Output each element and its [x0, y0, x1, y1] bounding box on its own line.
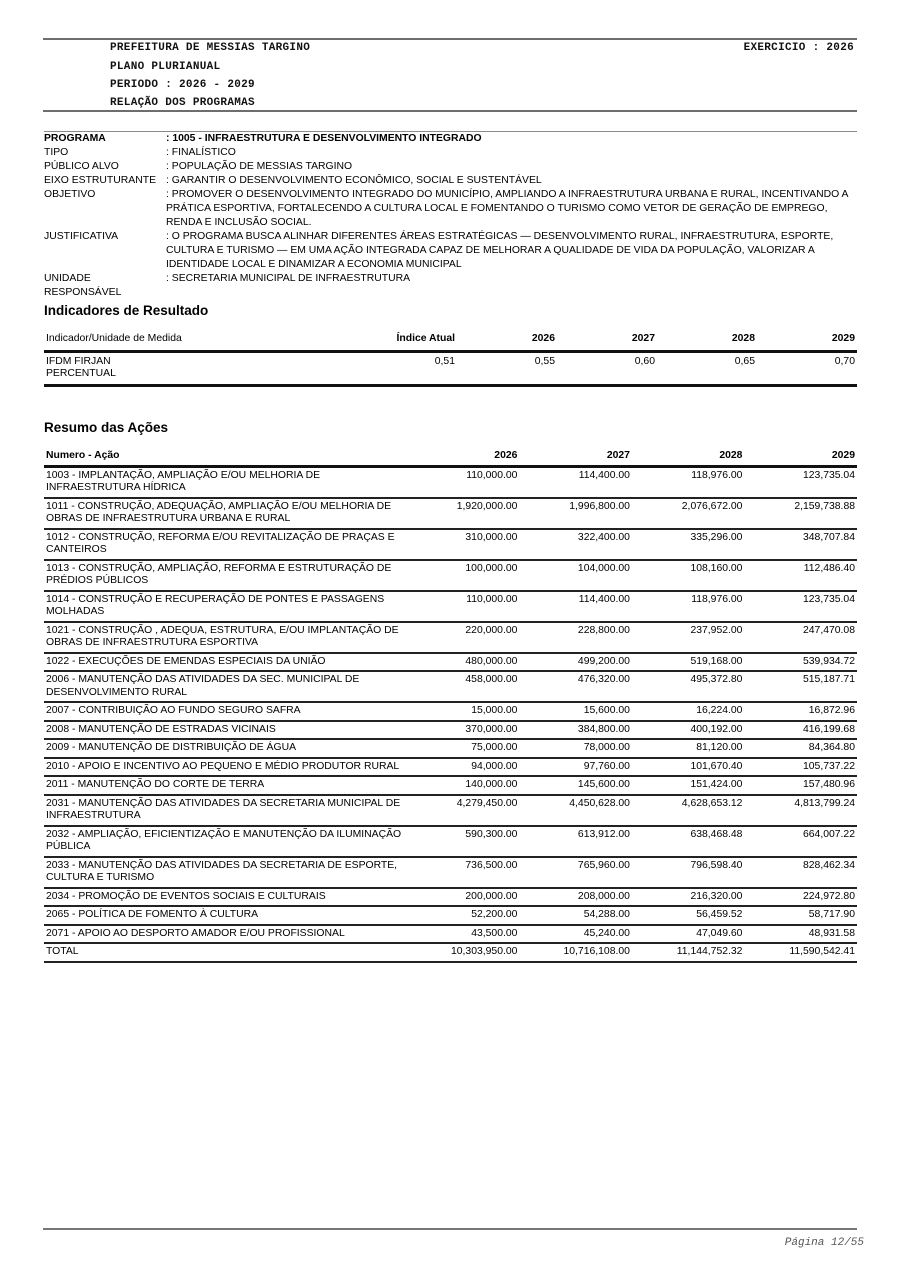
value-cell: 56,459.52	[632, 906, 745, 925]
indicators-title: Indicadores de Resultado	[44, 303, 209, 318]
col-header-2026: 2026	[457, 330, 557, 351]
value-cell: 638,468.48	[632, 826, 745, 857]
value-cell: 0,70	[757, 351, 857, 385]
field-value: : 1005 - INFRAESTRUTURA E DESENVOLVIMENTO INTEGRADO	[166, 133, 482, 144]
footer-rule	[43, 1228, 857, 1230]
value-cell: 224,972.80	[744, 888, 857, 907]
value-cell: 157,480.96	[744, 776, 857, 795]
action-name: 1012 - CONSTRUÇÃO, REFORMA E/OU REVITALIZAÇÃO DE PRAÇAS E CANTEIROS	[44, 529, 407, 560]
col-header-2028: 2028	[657, 330, 757, 351]
value-cell: 2,076,672.00	[632, 498, 745, 529]
value-cell: 84,364.80	[744, 739, 857, 758]
table-row	[44, 671, 857, 702]
table-row	[44, 591, 857, 622]
value-cell: 100,000.00	[407, 560, 520, 591]
plan-name: PLANO PLURIANUAL	[110, 61, 221, 73]
total-label: TOTAL	[44, 943, 407, 962]
value-cell: 400,192.00	[632, 721, 745, 740]
value-cell: 208,000.00	[519, 888, 632, 907]
value-cell: 52,200.00	[407, 906, 520, 925]
value-cell: 75,000.00	[407, 739, 520, 758]
value-cell: 519,168.00	[632, 653, 745, 672]
action-name: 2008 - MANUTENÇÃO DE ESTRADAS VICINAIS	[44, 721, 407, 740]
period: PERIODO : 2026 - 2029	[110, 79, 255, 91]
table-row	[44, 702, 857, 721]
page-number: Página 12/55	[784, 1237, 864, 1249]
col-header-current-index: Índice Atual	[357, 330, 457, 351]
value-cell: 0,51	[357, 351, 457, 385]
value-cell: 58,717.90	[744, 906, 857, 925]
field-label: OBJETIVO	[44, 189, 96, 200]
actions-body	[44, 466, 857, 962]
value-cell: 384,800.00	[519, 721, 632, 740]
value-cell: 145,600.00	[519, 776, 632, 795]
table-row	[44, 857, 857, 888]
value-cell: 4,628,653.12	[632, 795, 745, 826]
value-cell: 105,737.22	[744, 758, 857, 777]
value-cell: 15,600.00	[519, 702, 632, 721]
total-value-cell: 10,716,108.00	[519, 943, 632, 962]
table-row	[44, 622, 857, 653]
program-field	[44, 230, 857, 272]
table-row	[44, 498, 857, 529]
value-cell: 664,007.22	[744, 826, 857, 857]
value-cell: 2,159,738.88	[744, 498, 857, 529]
table-row	[44, 826, 857, 857]
field-value: : PROMOVER O DESENVOLVIMENTO INTEGRADO DO MUNICÍPIO, AMPLIANDO A INFRAESTRUTURA URBANA E RURAL, INCENTIVANDO A PRÁTICA ESPORTIVA, FORTALECENDO A CULTURA LOCAL E FOMENTANDO O TURISMO COMO VETOR DE GERAÇÃO DE EMPREGO, RENDA E INCLUSÃO SOCIAL.	[166, 189, 848, 228]
value-cell: 200,000.00	[407, 888, 520, 907]
action-name: 1022 - EXECUÇÕES DE EMENDAS ESPECIAIS DA UNIÃO	[44, 653, 407, 672]
value-cell: 247,470.08	[744, 622, 857, 653]
col-header-2029: 2029	[757, 330, 857, 351]
indicators-table	[44, 330, 857, 387]
indicator-unit: PERCENTUAL	[46, 368, 116, 379]
table-row	[44, 925, 857, 944]
value-cell: 765,960.00	[519, 857, 632, 888]
value-cell: 458,000.00	[407, 671, 520, 702]
table-row	[44, 351, 857, 385]
value-cell: 16,224.00	[632, 702, 745, 721]
value-cell: 43,500.00	[407, 925, 520, 944]
value-cell: 1,920,000.00	[407, 498, 520, 529]
table-header-row	[44, 448, 857, 466]
table-row	[44, 653, 857, 672]
value-cell: 15,000.00	[407, 702, 520, 721]
action-name: 1013 - CONSTRUÇÃO, AMPLIAÇÃO, REFORMA E ESTRUTURAÇÃO DE PRÉDIOS PÚBLICOS	[44, 560, 407, 591]
action-name: 2006 - MANUTENÇÃO DAS ATIVIDADES DA SEC. MUNICIPAL DE DESENVOLVIMENTO RURAL	[44, 671, 407, 702]
field-value: : GARANTIR O DESENVOLVIMENTO ECONÔMICO, SOCIAL E SUSTENTÁVEL	[166, 175, 542, 186]
value-cell: 796,598.40	[632, 857, 745, 888]
value-cell: 216,320.00	[632, 888, 745, 907]
value-cell: 101,670.40	[632, 758, 745, 777]
value-cell: 0,60	[557, 351, 657, 385]
col-header-2027: 2027	[557, 330, 657, 351]
table-row	[44, 721, 857, 740]
col-header-2029: 2029	[744, 448, 857, 466]
value-cell: 151,424.00	[632, 776, 745, 795]
program-field	[44, 160, 857, 174]
value-cell: 0,65	[657, 351, 757, 385]
total-value-cell: 11,144,752.32	[632, 943, 745, 962]
actions-table	[44, 448, 857, 963]
org-name: PREFEITURA DE MESSIAS TARGINO	[110, 42, 311, 54]
value-cell: 220,000.00	[407, 622, 520, 653]
value-cell: 310,000.00	[407, 529, 520, 560]
col-header-2028: 2028	[632, 448, 745, 466]
table-row	[44, 906, 857, 925]
program-field	[44, 272, 857, 300]
value-cell: 335,296.00	[632, 529, 745, 560]
value-cell: 322,400.00	[519, 529, 632, 560]
value-cell: 114,400.00	[519, 591, 632, 622]
program-field	[44, 132, 857, 146]
field-value: : FINALÍSTICO	[166, 147, 236, 158]
field-label: JUSTIFICATIVA	[44, 231, 119, 242]
value-cell: 4,279,450.00	[407, 795, 520, 826]
value-cell: 416,199.68	[744, 721, 857, 740]
value-cell: 123,735.04	[744, 466, 857, 498]
value-cell: 736,500.00	[407, 857, 520, 888]
action-name: 2033 - MANUTENÇÃO DAS ATIVIDADES DA SECRETARIA DE ESPORTE, CULTURA E TURISMO	[44, 857, 407, 888]
field-label: PROGRAMA	[44, 133, 106, 144]
field-value: : O PROGRAMA BUSCA ALINHAR DIFERENTES ÁREAS ESTRATÉGICAS — DESENVOLVIMENTO RURAL, INFRAESTRUTURA, ESPORTE, CULTURA E TURISMO — EM UMA AÇÃO INTEGRADA CAPAZ DE MELHORAR A QUALIDADE DE VIDA DA POPULAÇÃO, VALORIZAR A IDENTIDADE LOCAL E DINAMIZAR A ECONOMIA MUNICIPAL	[166, 231, 834, 270]
total-value-cell: 11,590,542.41	[744, 943, 857, 962]
value-cell: 476,320.00	[519, 671, 632, 702]
total-value-cell: 10,303,950.00	[407, 943, 520, 962]
value-cell: 495,372.80	[632, 671, 745, 702]
header-top-rule	[43, 38, 857, 40]
value-cell: 45,240.00	[519, 925, 632, 944]
value-cell: 228,800.00	[519, 622, 632, 653]
value-cell: 118,976.00	[632, 466, 745, 498]
value-cell: 94,000.00	[407, 758, 520, 777]
value-cell: 47,049.60	[632, 925, 745, 944]
action-name: 2032 - AMPLIAÇÃO, EFICIENTIZAÇÃO E MANUTENÇÃO DA ILUMINAÇÃO PÚBLICA	[44, 826, 407, 857]
value-cell: 104,000.00	[519, 560, 632, 591]
field-value: : POPULAÇÃO DE MESSIAS TARGINO	[166, 161, 353, 172]
action-name: 2010 - APOIO E INCENTIVO AO PEQUENO E MÉDIO PRODUTOR RURAL	[44, 758, 407, 777]
action-name: 2065 - POLÍTICA DE FOMENTO À CULTURA	[44, 906, 407, 925]
value-cell: 480,000.00	[407, 653, 520, 672]
action-name: 2007 - CONTRIBUIÇÃO AO FUNDO SEGURO SAFRA	[44, 702, 407, 721]
value-cell: 97,760.00	[519, 758, 632, 777]
value-cell: 828,462.34	[744, 857, 857, 888]
value-cell: 123,735.04	[744, 591, 857, 622]
col-header-2027: 2027	[519, 448, 632, 466]
value-cell: 370,000.00	[407, 721, 520, 740]
value-cell: 613,912.00	[519, 826, 632, 857]
action-name: 1003 - IMPLANTAÇÃO, AMPLIAÇÃO E/OU MELHORIA DE INFRAESTRUTURA HÍDRICA	[44, 466, 407, 498]
field-label: PÚBLICO ALVO	[44, 161, 119, 172]
value-cell: 499,200.00	[519, 653, 632, 672]
table-row	[44, 758, 857, 777]
value-cell: 81,120.00	[632, 739, 745, 758]
value-cell: 539,934.72	[744, 653, 857, 672]
action-name: 2009 - MANUTENÇÃO DE DISTRIBUIÇÃO DE ÁGUA	[44, 739, 407, 758]
action-name: 1021 - CONSTRUÇÃO , ADEQUA, ESTRUTURA, E/OU IMPLANTAÇÃO DE OBRAS DE INFRAESTRUTURA ESPORTIVA	[44, 622, 407, 653]
report-name: RELAÇÃO DOS PROGRAMAS	[110, 97, 255, 109]
table-row	[44, 739, 857, 758]
action-name: 1011 - CONSTRUÇÃO, ADEQUAÇÃO, AMPLIAÇÃO E/OU MELHORIA DE OBRAS DE INFRAESTRUTURA URBANA E RURAL	[44, 498, 407, 529]
program-field	[44, 188, 857, 230]
table-row	[44, 888, 857, 907]
table-row	[44, 795, 857, 826]
action-name: 2071 - APOIO AO DESPORTO AMADOR E/OU PROFISSIONAL	[44, 925, 407, 944]
value-cell: 140,000.00	[407, 776, 520, 795]
value-cell: 515,187.71	[744, 671, 857, 702]
program-field	[44, 146, 857, 160]
value-cell: 590,300.00	[407, 826, 520, 857]
col-header-2026: 2026	[407, 448, 520, 466]
indicator-name: IFDM FIRJAN	[46, 355, 111, 367]
value-cell: 108,160.00	[632, 560, 745, 591]
table-row	[44, 776, 857, 795]
field-label: EIXO ESTRUTURANTE	[44, 175, 156, 186]
value-cell: 114,400.00	[519, 466, 632, 498]
table-header-row	[44, 330, 857, 351]
value-cell: 348,707.84	[744, 529, 857, 560]
header-bottom-rule	[43, 110, 857, 112]
action-name: 2031 - MANUTENÇÃO DAS ATIVIDADES DA SECRETARIA MUNICIPAL DE INFRAESTRUTURA	[44, 795, 407, 826]
value-cell: 78,000.00	[519, 739, 632, 758]
col-header-indicator: Indicador/Unidade de Medida	[44, 330, 357, 351]
field-label: UNIDADE RESPONSÁVEL	[44, 273, 122, 298]
action-name: 2034 - PROMOÇÃO DE EVENTOS SOCIAIS E CULTURAIS	[44, 888, 407, 907]
program-details	[44, 131, 857, 300]
total-row	[44, 943, 857, 962]
field-value: : SECRETARIA MUNICIPAL DE INFRAESTRUTURA	[166, 273, 411, 284]
value-cell: 112,486.40	[744, 560, 857, 591]
value-cell: 4,813,799.24	[744, 795, 857, 826]
col-header-action: Numero - Ação	[44, 448, 407, 466]
program-field	[44, 174, 857, 188]
table-row	[44, 560, 857, 591]
field-label: TIPO	[44, 147, 69, 158]
value-cell: 118,976.00	[632, 591, 745, 622]
value-cell: 48,931.58	[744, 925, 857, 944]
action-name: 2011 - MANUTENÇÃO DO CORTE DE TERRA	[44, 776, 407, 795]
exercise-year: EXERCICIO : 2026	[743, 42, 854, 54]
value-cell: 4,450,628.00	[519, 795, 632, 826]
table-row	[44, 529, 857, 560]
action-name: 1014 - CONSTRUÇÃO E RECUPERAÇÃO DE PONTES E PASSAGENS MOLHADAS	[44, 591, 407, 622]
value-cell: 0,55	[457, 351, 557, 385]
value-cell: 110,000.00	[407, 591, 520, 622]
value-cell: 54,288.00	[519, 906, 632, 925]
value-cell: 110,000.00	[407, 466, 520, 498]
value-cell: 237,952.00	[632, 622, 745, 653]
table-row	[44, 466, 857, 498]
indicator-cell	[44, 351, 357, 385]
value-cell: 1,996,800.00	[519, 498, 632, 529]
value-cell: 16,872.96	[744, 702, 857, 721]
actions-title: Resumo das Ações	[44, 420, 169, 435]
